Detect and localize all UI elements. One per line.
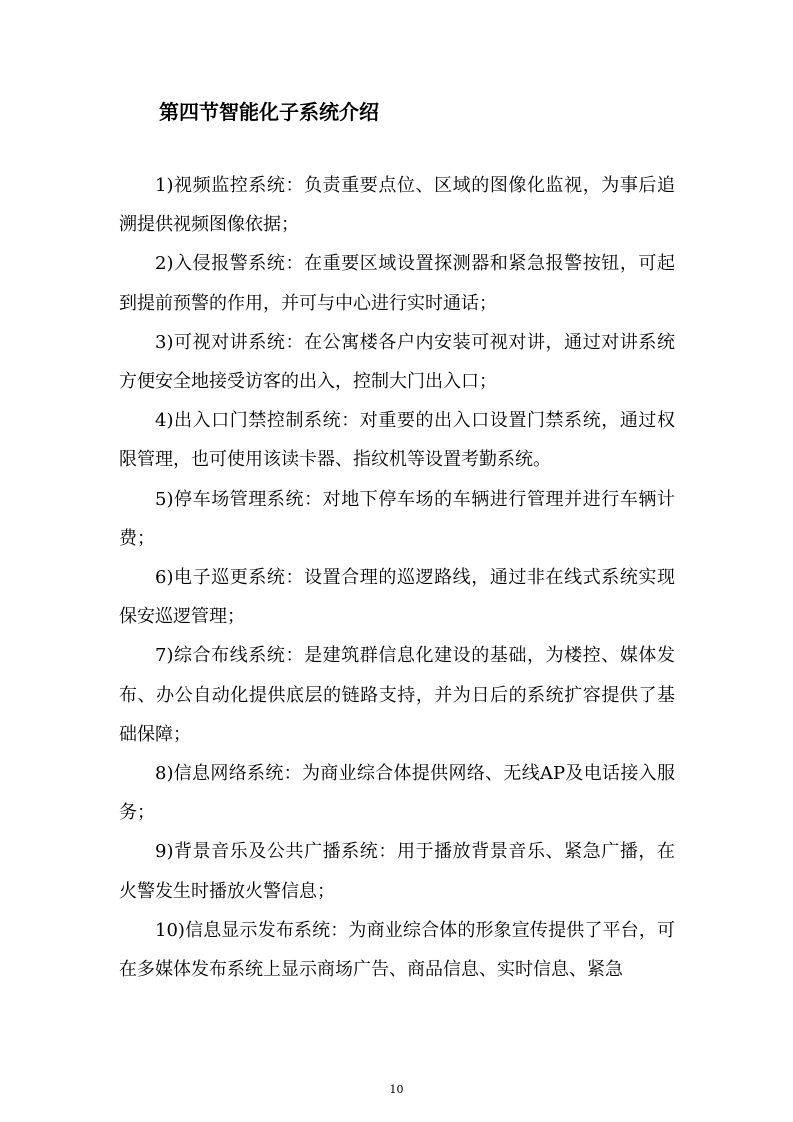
paragraph-information-network: 8)信息网络系统：为商业综合体提供网络、无线AP及电话接入服务； xyxy=(119,763,675,824)
paragraph-structured-cabling: 7)综合布线系统：是建筑群信息化建设的基础，为楼控、媒体发布、办公自动化提供底层的链路支持，并为日后的系统扩容提供了基础保障； xyxy=(119,645,675,745)
paragraph-information-display: 10)信息显示发布系统：为商业综合体的形象宣传提供了平台，可在多媒体发布系统上显示商场广告、商品信息、实时信息、紧急 xyxy=(119,919,675,981)
body-text xyxy=(119,166,675,989)
paragraph-video-surveillance: 1)视频监控系统：负责重要点位、区域的图像化监视，为事后追溯提供视频图像依据； xyxy=(119,175,675,236)
section-title: 第四节智能化子系统介绍 xyxy=(159,100,379,124)
paragraph-parking-management: 5)停车场管理系统：对地下停车场的车辆进行管理并进行车辆计费； xyxy=(119,488,675,549)
paragraph-background-music: 9)背景音乐及公共广播系统：用于播放背景音乐、紧急广播，在火警发生时播放火警信息； xyxy=(119,841,675,902)
paragraph-access-control: 4)出入口门禁控制系统：对重要的出入口设置门禁系统，通过权限管理，也可使用该读卡器、指纹机等设置考勤系统。 xyxy=(119,410,675,471)
paragraph-video-intercom: 3)可视对讲系统：在公寓楼各户内安装可视对讲，通过对讲系统方便安全地接受访客的出入，控制大门出入口； xyxy=(119,331,675,393)
paragraph-patrol-system: 6)电子巡更系统：设置合理的巡逻路线，通过非在线式系统实现保安巡逻管理； xyxy=(119,567,675,628)
page-number: 10 xyxy=(389,1083,404,1096)
paragraph-intrusion-alarm: 2)入侵报警系统：在重要区域设置探测器和紧急报警按钮，可起到提前预警的作用，并可与中心进行实时通话； xyxy=(119,253,675,314)
